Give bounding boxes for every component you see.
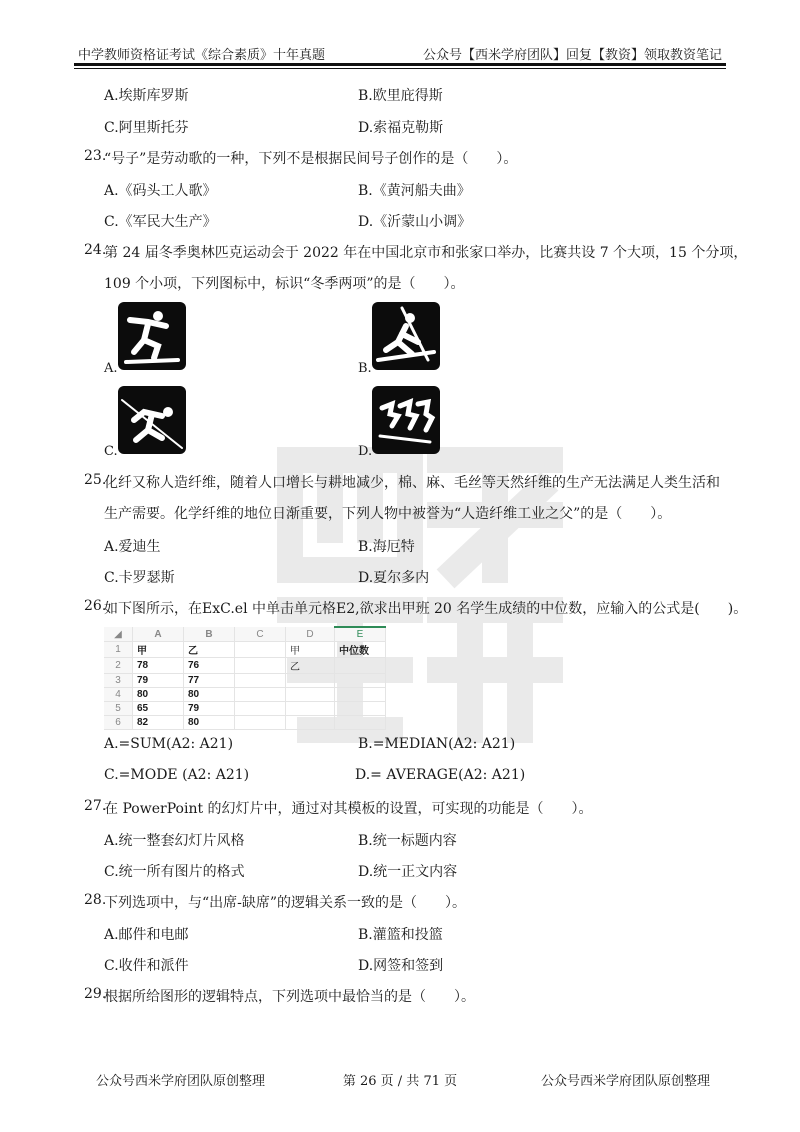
- spreadsheet-screenshot: [104, 626, 386, 730]
- sheet-cell: [286, 716, 335, 730]
- q26-option-a: A.=SUM(A2: A21): [104, 736, 234, 752]
- q24-number: 24.: [84, 242, 107, 258]
- sheet-row: [104, 658, 386, 674]
- q22-option-b: B.欧里庇得斯: [358, 88, 443, 104]
- sheet-cell: 80: [133, 688, 184, 702]
- q24-label-d: D.: [358, 444, 373, 459]
- sheet-cell: [335, 688, 386, 702]
- q27-stem: 在 PowerPoint 的幻灯片中，通过对其模板的设置，可实现的功能是（ ）。: [104, 801, 593, 817]
- q27-number: 27.: [84, 798, 107, 814]
- sheet-col-header: E: [335, 627, 386, 642]
- sheet-cell: 65: [133, 702, 184, 716]
- q23-option-a: A.《码头工人歌》: [104, 183, 217, 199]
- biathlon-pictogram-icon: [118, 302, 186, 370]
- q26-number: 26.: [84, 598, 107, 614]
- q22-option-d: D.索福克勒斯: [358, 120, 444, 136]
- sheet-cell: [235, 688, 286, 702]
- sheet-cell: [235, 716, 286, 730]
- sheet-cell: 78: [133, 658, 184, 674]
- q24-label-c: C.: [104, 444, 118, 459]
- q28-option-a: A.邮件和电邮: [104, 927, 189, 943]
- q28-number: 28.: [84, 892, 107, 908]
- q23-number: 23.: [84, 148, 107, 164]
- q25-number: 25.: [84, 472, 107, 488]
- sheet-row: [104, 702, 386, 716]
- q29-stem: 根据所给图形的逻辑特点，下列选项中最恰当的是（ ）。: [104, 989, 475, 1005]
- header-promo: 公众号【西米学府团队】回复【教资】领取教资笔记: [422, 48, 722, 63]
- q25-option-c: C.卡罗瑟斯: [104, 570, 175, 586]
- q23-stem: “号子”是劳动歌的一种，下列不是根据民间号子创作的是（ ）。: [104, 151, 518, 167]
- sheet-cell: [235, 642, 286, 658]
- sheet-cell: 甲: [286, 642, 335, 658]
- sheet-cell: [335, 674, 386, 688]
- sheet-cell: [286, 674, 335, 688]
- header-rule-thick: [74, 63, 726, 66]
- q26-option-d: D.= AVERAGE(A2: A21): [355, 767, 526, 783]
- sheet-col-header: C: [235, 627, 286, 642]
- sheet-row-number: 3: [104, 674, 133, 688]
- q25-stem-line2: 生产需要。化学纤维的地位日渐重要，下列人物中被誉为“人造纤维工业之父”的是（ ）。: [104, 506, 672, 522]
- footer-left: 公众号西米学府团队原创整理: [96, 1074, 266, 1089]
- sheet-cell: [235, 658, 286, 674]
- sheet-row: [104, 688, 386, 702]
- q23-option-b: B.《黄河船夫曲》: [358, 183, 471, 199]
- sheet-cell: 77: [184, 674, 235, 688]
- sheet-column-header-row: [104, 627, 386, 642]
- sheet-row-number: 6: [104, 716, 133, 730]
- q24-stem-line2: 109 个小项，下列图标中，标识“冬季两项”的是（ ）。: [104, 276, 465, 292]
- sheet-corner: ◢: [104, 627, 133, 642]
- q22-option-c: C.阿里斯托芬: [104, 120, 189, 136]
- speed-skating-pictogram-icon: [118, 386, 186, 454]
- sheet-cell: [286, 702, 335, 716]
- q24-label-b: B.: [358, 361, 372, 376]
- q25-option-d: D.夏尔多内: [358, 570, 430, 586]
- q25-option-a: A.爱迪生: [104, 539, 161, 555]
- watermark-text: [0, 0, 4, 1]
- q28-option-d: D.网签和签到: [358, 958, 444, 974]
- sheet-row: [104, 642, 386, 658]
- q24-stem-line1: 第 24 届冬季奥林匹克运动会于 2022 年在中国北京市和张家口举办，比赛共设 7 个大项，15 个分项，: [104, 245, 748, 261]
- footer-right: 公众号西米学府团队原创整理: [540, 1074, 710, 1089]
- q27-option-d: D.统一正文内容: [358, 864, 458, 880]
- sheet-row-number: 1: [104, 642, 133, 658]
- sheet-col-header: A: [133, 627, 184, 642]
- sheet-cell: 82: [133, 716, 184, 730]
- q26-stem: 如下图所示，在ExC.el 中单击单元格E2,欲求出甲班 20 名学生成绩的中位数，应输入的公式是( )。: [104, 601, 748, 617]
- q26-option-c: C.=MODE (A2: A21): [104, 767, 250, 783]
- sheet-row-number: 5: [104, 702, 133, 716]
- sheet-cell: 76: [184, 658, 235, 674]
- q25-option-b: B.海厄特: [358, 539, 415, 555]
- sheet-cell: 甲: [133, 642, 184, 658]
- sheet-cell: [335, 702, 386, 716]
- q24-label-a: A.: [104, 361, 118, 376]
- q22-option-a: A.埃斯库罗斯: [104, 88, 189, 104]
- sheet-col-header: B: [184, 627, 235, 642]
- q26-option-b: B.=MEDIAN(A2: A21): [358, 736, 516, 752]
- sheet-cell: [335, 658, 386, 674]
- sheet-cell: [235, 702, 286, 716]
- q27-option-b: B.统一标题内容: [358, 833, 457, 849]
- header-title: 中学教师资格证考试《综合素质》十年真题: [78, 48, 326, 63]
- q28-option-b: B.灌篮和投篮: [358, 927, 443, 943]
- sheet-row-number: 2: [104, 658, 133, 674]
- cross-country-skiing-pictogram-icon: [372, 302, 440, 370]
- sheet-cell: 乙: [184, 642, 235, 658]
- sheet-cell: [335, 716, 386, 730]
- sheet-row: [104, 716, 386, 730]
- sheet-row-number: 4: [104, 688, 133, 702]
- q25-stem-line1: 化纤又称人造纤维，随着人口增长与耕地减少，棉、麻、毛丝等天然纤维的生产无法满足人类生活和: [104, 475, 720, 491]
- sheet-cell: 79: [184, 702, 235, 716]
- sheet-col-header: D: [286, 627, 335, 642]
- sheet-cell: 中位数: [335, 642, 386, 658]
- q28-stem: 下列选项中，与“出席-缺席”的逻辑关系一致的是（ ）。: [104, 895, 467, 911]
- q27-option-a: A.统一整套幻灯片风格: [104, 833, 245, 849]
- sheet-cell: 80: [184, 716, 235, 730]
- q28-option-c: C.收件和派件: [104, 958, 189, 974]
- q29-number: 29.: [84, 986, 107, 1002]
- q27-option-c: C.统一所有图片的格式: [104, 864, 245, 880]
- header-rule-thin: [74, 68, 726, 69]
- q23-option-d: D.《沂蒙山小调》: [358, 214, 472, 230]
- short-track-pictogram-icon: [372, 386, 440, 454]
- sheet-cell: [286, 688, 335, 702]
- q23-option-c: C.《军民大生产》: [104, 214, 217, 230]
- page-number: 第 26 页 / 共 71 页: [342, 1074, 458, 1089]
- sheet-cell: 80: [184, 688, 235, 702]
- sheet-row: [104, 674, 386, 688]
- sheet-cell: [235, 674, 286, 688]
- sheet-cell: 79: [133, 674, 184, 688]
- sheet-cell: 乙: [286, 658, 335, 674]
